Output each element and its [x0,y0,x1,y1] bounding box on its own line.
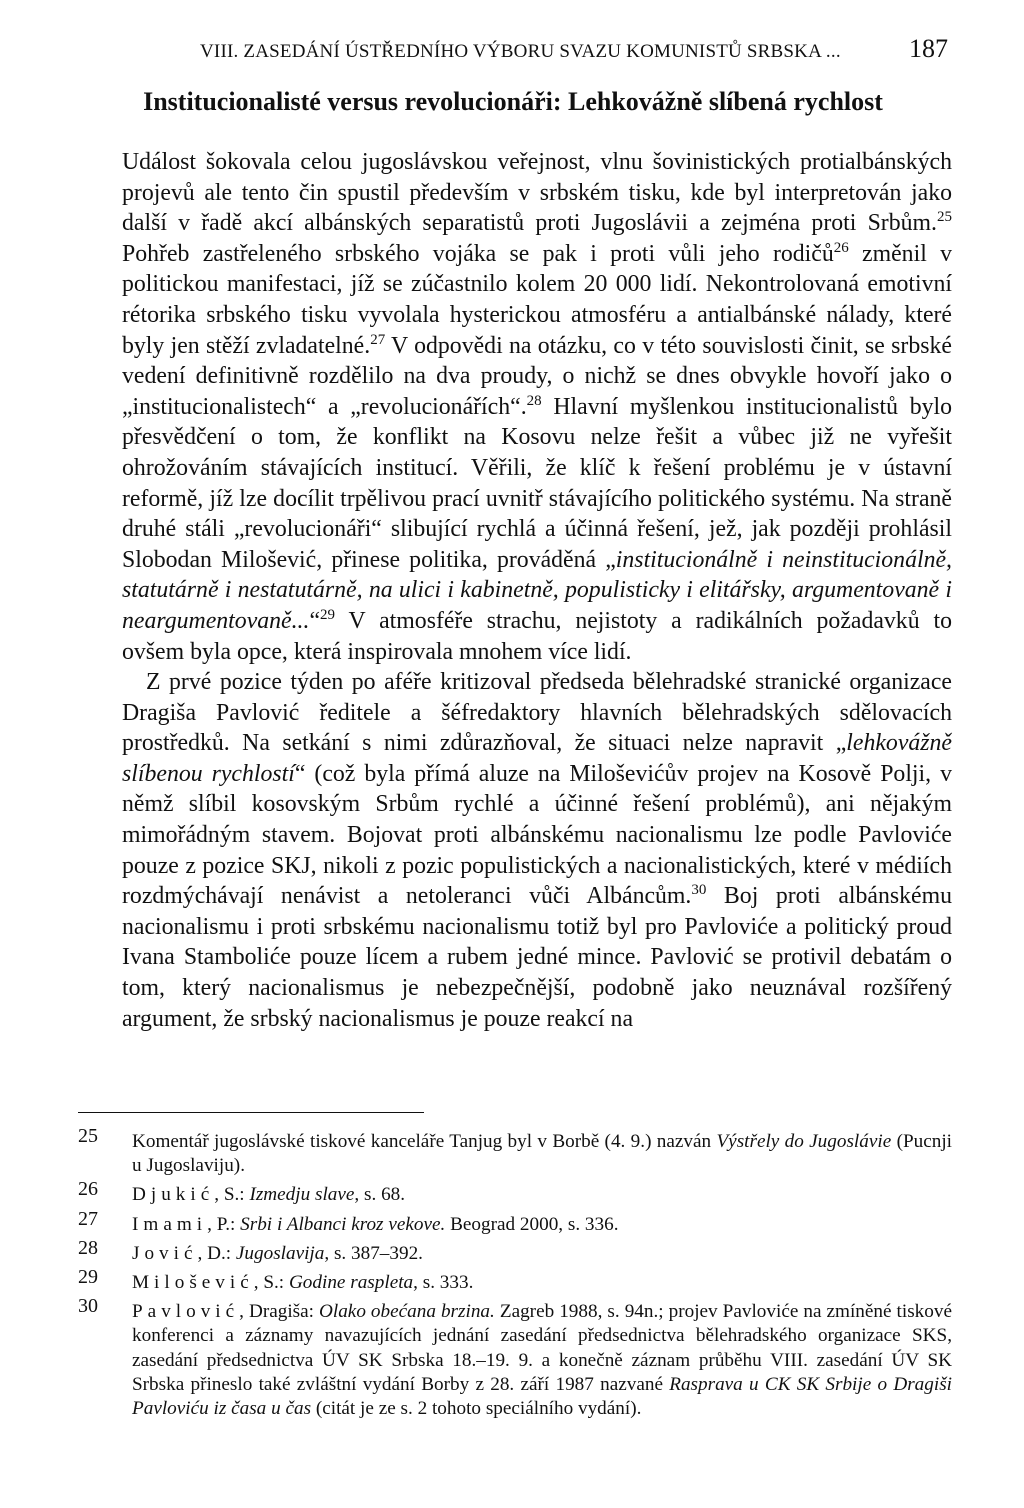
footnote-text [132,1130,952,1178]
text-run: “ [309,607,321,634]
footnote-text [132,1183,952,1207]
footnote-run: Komentář jugoslávské tiskové kanceláře Tanjug byl v Borbě (4. 9.) nazván [132,1131,717,1152]
footnote-number: 30 [78,1295,98,1318]
footnote-ref-30[interactable]: 30 [691,882,707,899]
text-run: “ (což byla přímá aluze na Miloševićův projev na Kosově Polji, v němž slíbil kosovským Srbům rychlé a účinné řešení problémů), ani nějakým mimořádným stavem. Bojovat proti albánskému nacionalismu lze podle Pavloviće pouze z pozice SKJ, nikoli z pozic populistických a nacionalistických, které v médiích rozdmýchávají nenávist a netoleranci vůči Albáncům. [122,760,952,910]
footnote-number: 26 [78,1178,98,1201]
footnote-27 [78,1207,952,1237]
footnote-25 [78,1125,952,1178]
quotation-italic: lehkovážně slíbenou rychlostí [122,730,952,787]
footnote-number: 25 [78,1125,98,1147]
footnote-ref-29[interactable]: 29 [320,606,336,623]
text-run: Pohřeb zastřeleného srbského vojáka se pak i proti vůli jeho rodičů [122,240,834,267]
footnote-run: , Dragiša: [239,1301,320,1323]
text-run: Událost šokovala celou jugoslávskou veřejnost, vlnu šovinistických protialbánských projevů ale tento čin spustil především v srbském tisku, kde byl interpretován jako další v řadě akcí albánských separatistů proti Jugoslávii a zejména proti Srbům. [122,149,952,237]
text-run: V atmosféře strachu, nejistoty a radikálních požadavků to ovšem byla opce, která inspirovala mnohem více lidí. [122,607,952,665]
footnote-ref-27[interactable]: 27 [370,331,386,348]
text-run: Boj proti albánskému nacionalismu i proti srbskému nacionalismu totiž byl pro Pavloviće a politický proud Ivana Stamboliće pouze lícem a rubem jedné mince. Pavlović se protivil debatám o tom, který nacionalismus je nebezpečnější, podobně jako neuznával rozšířený argument, že srbský nacionalismus je pouze reakcí na [122,883,952,1032]
footnote-run: (Pucnji u Jugoslaviju). [132,1131,952,1177]
footnote-30 [78,1295,952,1421]
section-heading: Institucionalisté versus revolucionáři: Lehkovážně slíbená rychlost [143,87,883,116]
footnote-text [132,1213,952,1237]
footnote-text [132,1242,952,1266]
paragraph-2 [122,667,952,1034]
footnote-ref-28[interactable]: 28 [526,392,542,409]
author-name: Jović [132,1242,198,1264]
body-text [122,147,952,1034]
text-run: Hlavní myšlenkou institucionalistů bylo přesvědčení o tom, že konflikt na Kosovu nelze řešit a vůbec již ne vyřešit ohrožováním stávajících institucí. Věřili, že klíč k řešení problému je v ústavní reformě, jíž lze docílit trpělivou prací uvnitř stávajícího politického systému. Na straně druhé stáli „revolucionáři“ slibující rychlá a účinná řešení, jež, jak později prohlásil Slobodan Milošević, přinese politika, prováděná „ [122,393,953,573]
footnote-title-italic: Olako obećana brzina. [319,1301,495,1323]
footnote-number: 28 [78,1236,98,1259]
author-name: Imami [132,1213,208,1235]
running-title: VIII. ZASEDÁNÍ ÚSTŘEDNÍHO VÝBORU SVAZU KOMUNISTŮ SRBSKA ... [200,41,841,62]
text-run: změnil v politickou manifestaci, jíž se zúčastnilo kolem 20 000 lidí. Nekontrolovaná emotivní rétorika srbského tisku vyvolala hysterickou atmosféru a antialbánské nálady, které byly jen stěží zvladatelné. [122,240,952,359]
footnote-run: (citát je ze s. 2 tohoto speciálního vydání). [311,1398,642,1420]
footnote-run: , s. 68. [354,1184,406,1206]
author-name: Pavlović [132,1301,240,1323]
footnote-run: , S.: [214,1184,250,1206]
footnote-run: , S.: [253,1272,289,1294]
footnote-title-italic: Jugoslavija [235,1242,325,1264]
footnote-run: , s. 387–392. [324,1242,423,1264]
author-name: Djukić [132,1184,215,1206]
page-number: 187 [909,34,948,63]
footnote-number: 29 [78,1266,98,1289]
footnote-text [132,1300,952,1421]
footnote-title-italic: Izmedju slave [249,1184,355,1206]
footnote-title-italic: Výstřely do Jugoslávie [716,1131,892,1152]
footnote-title-italic: Godine raspleta [288,1272,414,1294]
footnotes [78,1125,952,1426]
running-head [200,34,948,64]
footnote-separator [78,1112,424,1113]
footnote-title-italic: Rasprava u CK SK Srbije o Dragiši Pavloviću iz časa u čas [132,1373,952,1420]
footnote-run: , D.: [197,1242,236,1264]
quotation-italic: institucionálně i neinstitucionálně, statutárně i nestatutárně, na ulici i kabinetně, populisticky i elitářsky, argumentovaně i neargumentovaně... [122,546,952,634]
footnote-28 [78,1236,952,1266]
footnote-run: , P.: [207,1213,241,1235]
paragraph-1 [122,147,952,667]
footnote-ref-26[interactable]: 26 [833,239,849,256]
author-name: Milošević [132,1272,254,1294]
footnote-26 [78,1178,952,1207]
footnote-number: 27 [78,1207,98,1230]
footnote-ref-25[interactable]: 25 [937,209,952,226]
footnote-run: , s. 333. [413,1272,474,1294]
text-run: V odpovědi na otázku, co v této souvislosti činit, se srbské vedení definitivně rozdělilo na dva proudy, o nichž se dnes obvykle hovoří jako o „institucionalistech“ a „revolucionářích“. [122,332,952,420]
footnote-text [132,1271,952,1295]
footnote-29 [78,1266,952,1295]
text-run: Z prvé pozice týden po aféře kritizoval předseda bělehradské stranické organizace Dragiša Pavlović ředitele a šéfredaktory hlavních bělehradských sdělovacích prostředků. Na setkání s nimi zdůrazňoval, že situaci nelze napravit „ [122,669,952,757]
footnote-run: Zagreb 1988, s. 94n.; projev Pavloviće na zmíněné tiskové konferenci a záznamy navazujících jednání zasedání předsednictva bělehradského organizace SKS, zasedání předsednictva ÚV SK Srbska 18.–19. 9. a konečně záznam průběhu VIII. zasedání ÚV SK Srbska přineslo také zvláštní vydání Borby z 28. září 1987 nazvané [132,1301,952,1395]
footnote-run: Beograd 2000, s. 336. [445,1213,619,1235]
footnote-title-italic: Srbi i Albanci kroz vekove. [240,1213,446,1235]
